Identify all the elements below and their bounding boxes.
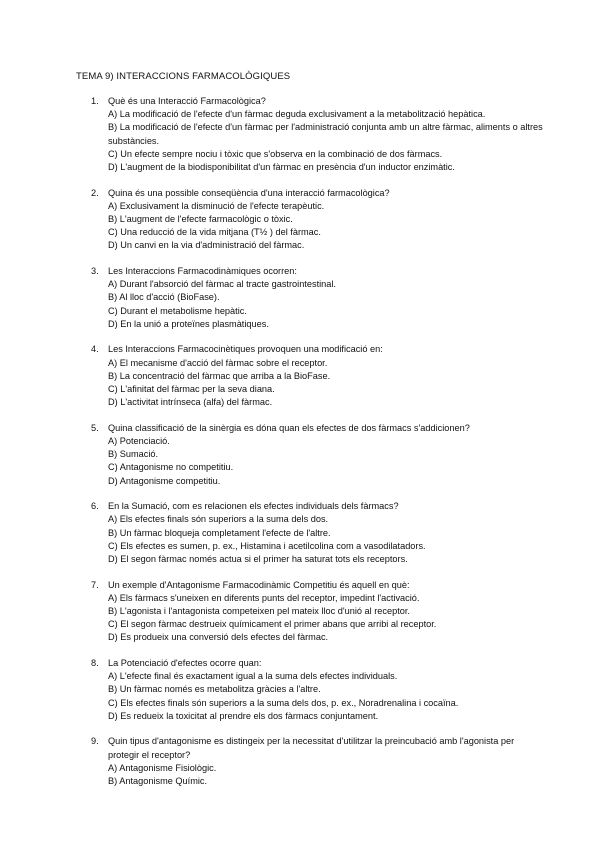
answer-option: A) Durant l'absorció del fàrmac al tracte gastrointestinal.: [108, 279, 336, 290]
question-number: 6.: [91, 501, 99, 512]
answer-option: D) En la unió a proteïnes plasmàtiques.: [108, 318, 269, 329]
question-item: [0, 95, 600, 174]
question-text: Què és una Interacció Farmacològica?: [108, 96, 266, 106]
answer-option: B) La concentració del fàrmac que arriba a la BioFase.: [108, 370, 331, 381]
question-item: [0, 657, 600, 723]
answer-option: C) L'afinitat del fàrmac per la seva diana.: [108, 384, 275, 395]
question-text: Les Interaccions Farmacocinètiques provoquen una modificació en:: [108, 344, 383, 355]
question-number: 4.: [91, 344, 99, 355]
question-item: [0, 422, 600, 488]
answer-option: D) Es redueix la toxicitat al prendre els dos fàrmacs conjuntament.: [108, 710, 379, 721]
question-item: [0, 579, 600, 645]
answer-option: B) La modificació de l'efecte d'un fàrmac per l'administració conjunta amb un altre fàrmac, aliments o altres substàncies.: [108, 122, 543, 146]
answer-option: A) Antagonisme Fisiològic.: [108, 762, 217, 773]
question-number: 8.: [91, 658, 99, 669]
answer-option: C) El segon fàrmac destrueix químicament el primer abans que arribi al receptor.: [108, 619, 437, 630]
answer-option: B) Sumació.: [108, 449, 159, 460]
question-item: [0, 265, 600, 331]
question-number: 7.: [91, 579, 99, 590]
answer-option: B) L'augment de l'efecte farmacològic o tòxic.: [108, 214, 293, 225]
answer-option: A) Exclusivament la disminució de l'efecte terapèutic.: [108, 200, 325, 211]
answer-option: A) El mecanisme d'acció del fàrmac sobre el receptor.: [108, 357, 328, 368]
question-text: Quina és una possible conseqüència d'una interacció farmacològica?: [108, 187, 390, 198]
question-number: 3.: [91, 266, 99, 277]
question-text: Un exemple d'Antagonisme Farmacodinàmic Competitiu és aquell en què:: [108, 579, 410, 590]
question-text: La Potenciació d'efectes ocorre quan:: [108, 658, 262, 669]
question-text: Quina classificació de la sinèrgia es dóna quan els efectes de dos fàrmacs s'addicionen?: [108, 422, 470, 433]
page-title: TEMA 9) INTERACCIONS FARMACOLÒGIQUES: [76, 71, 291, 82]
answer-option: A) Potenciació.: [108, 436, 170, 447]
answer-option: D) Es produeix una conversió dels efectes del fàrmac.: [108, 632, 329, 643]
answer-option: C) Antagonisme no competitiu.: [108, 462, 234, 473]
answer-option: B) Al lloc d'acció (BioFase).: [108, 292, 220, 303]
question-text: Quin tipus d'antagonisme es distingeix per la necessitat d'utilitzar la preincubació amb l'agonista per protegir el receptor?: [108, 736, 515, 760]
question-text: Les Interaccions Farmacodinàmiques ocorren:: [108, 266, 297, 277]
answer-option: C) Els efectes finals són superiors a la suma dels dos, p. ex., Noradrenalina i cocaïna.: [108, 697, 459, 708]
answer-option: A) Els efectes finals són superiors a la suma dels dos.: [108, 514, 329, 525]
answer-option: C) Durant el metabolisme hepàtic.: [108, 305, 247, 316]
question-number: 5.: [91, 422, 99, 433]
answer-option: C) Una reducció de la vida mitjana (T½ ) del fàrmac.: [108, 227, 321, 238]
answer-option: D) Antagonisme competitiu.: [108, 475, 221, 486]
answer-option: A) L'efecte final és exactament igual a la suma dels efectes individuals.: [108, 671, 398, 682]
answer-option: D) L'augment de la biodisponibilitat d'un fàrmac en presència d'un inductor enzimàtic.: [108, 162, 455, 173]
answer-option: B) Un fàrmac només es metabolitza gràcies a l'altre.: [108, 684, 321, 695]
answer-option: C) Els efectes es sumen, p. ex., Histamina i acetilcolina com a vasodilatadors.: [108, 540, 426, 551]
question-item: [0, 735, 600, 788]
question-list: [0, 95, 600, 801]
answer-option: C) Un efecte sempre nociu i tòxic que s'observa en la combinació de dos fàrmacs.: [108, 148, 443, 159]
question-number: 9.: [91, 736, 99, 747]
answer-option: B) L'agonista i l'antagonista competeixen pel mateix lloc d'unió al receptor.: [108, 606, 410, 617]
answer-option: B) Un fàrmac bloqueja completament l'efecte de l'altre.: [108, 527, 331, 538]
question-item: [0, 187, 600, 253]
question-text: En la Sumació, com es relacionen els efectes individuals dels fàrmacs?: [108, 501, 399, 512]
question-number: 2.: [91, 187, 99, 198]
answer-option: D) L'activitat intrínseca (alfa) del fàrmac.: [108, 397, 273, 408]
question-item: [0, 343, 600, 409]
answer-option: A) La modificació de l'efecte d'un fàrmac deguda exclusivament a la metabolització hepàtica.: [108, 109, 486, 120]
question-number: 1.: [91, 96, 99, 106]
answer-option: D) Un canvi en la via d'administració del fàrmac.: [108, 240, 305, 251]
answer-option: B) Antagonisme Químic.: [108, 776, 208, 787]
question-item: [0, 500, 600, 566]
answer-option: D) El segon fàrmac només actua si el primer ha saturat tots els receptors.: [108, 554, 408, 565]
answer-option: A) Els fàrmacs s'uneixen en diferents punts del receptor, impedint l'activació.: [108, 592, 420, 603]
